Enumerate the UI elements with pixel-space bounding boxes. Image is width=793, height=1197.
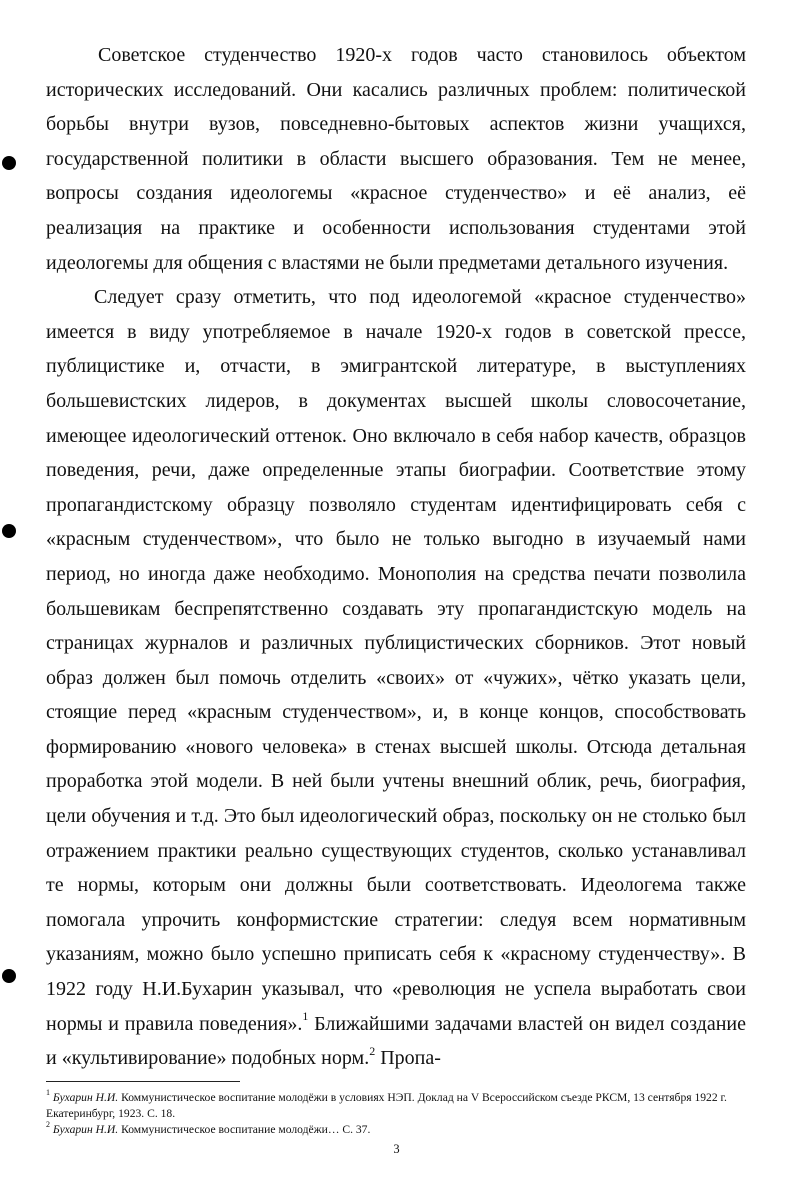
footnote-2-text: Коммунистическое воспитание молодёжи… С. 37. xyxy=(118,1123,371,1136)
footnote-1 xyxy=(46,1090,746,1122)
footnote-ref-1: 1 xyxy=(302,1008,309,1023)
footnote-1-text: Коммунистическое воспитание молодёжи в условиях НЭП. Доклад на V Всероссийском съезде РКСМ, 13 сентября 1922 г. Екатеринбург, 1923. С. 18. xyxy=(46,1091,727,1120)
paragraph-2-text-part3: Пропа- xyxy=(375,1047,441,1070)
paragraph-2-text-part1: Следует сразу отметить, что под идеологемой «красное студенчество» имеется в виду употребляемое в начале 1920-х годов в советской прессе, публицистике и, отчасти, в эмигрантской литературе, в выступлениях большевистских лидеров, в документах высшей школы словосочетание, имеющее идеологический оттенок. Оно включало в себя набор качеств, образцов поведения, речи, даже определенные этапы биографии. Соответствие этому пропагандистскому образцу позволяло студентам идентифицировать себя с «красным студенчеством», что было не только выгодно в изучаемый нами период, но иногда даже необходимо. Монополия на средства печати позволила большевикам беспрепятственно создавать эту пропагандистскую модель на страницах журналов и различных публицистических сборников. Этот новый образ должен был помочь отделить «своих» от «чужих», чётко указать цели, стоящие перед «красным студенчеством», и, в конце концов, способствовать формированию «нового человека» в стенах высшей школы. Отсюда детальная проработка этой модели. В ней были учтены внешний облик, речь, биография, цели обучения и т.д. Это был идеологический образ, поскольку он не столько был отражением практики реально существующих студентов, сколько устанавливал те нормы, которым они должны были соответствовать. Идеологема также помогала упрочить конформистские стратегии: следуя всем нормативным указаниям, можно было успешно приписать себя к «красному студенчеству». В 1922 году Н.И.Бухарин указывал, что «революция не успела выработать свои нормы и правила поведения». xyxy=(46,286,746,1035)
footnote-2-marker: 2 xyxy=(46,1120,50,1130)
paragraph-1: Советское студенчество 1920-х годов часто становилось объектом исторических исследований. Они касались различных проблем: политической борьбы внутри вузов, повседневно-бытовых аспектов жизни учащихся, государственной политики в области высшего образования. Тем не менее, вопросы создания идеологемы «красное студенчество» и её анализ, её реализация на практике и особенности использования студентами этой идеологемы для общения с властями не были предметами детального изучения. xyxy=(46,44,746,274)
footnote-ref-2: 2 xyxy=(369,1043,376,1058)
footnotes xyxy=(46,1090,746,1138)
footnote-2-author: Бухарин Н.И. xyxy=(52,1123,119,1136)
body-text xyxy=(46,38,746,1076)
binding-hole-dot-1 xyxy=(2,156,16,170)
binding-hole-dot-3 xyxy=(2,969,16,983)
footnote-2 xyxy=(46,1122,746,1138)
paragraph-2-text-part2: Ближайшими задачами властей он видел создание и «культивирование» подобных норм. xyxy=(46,1012,746,1070)
footnote-divider xyxy=(46,1081,240,1082)
paragraph-2 xyxy=(46,280,746,1076)
footnote-1-author: Бухарин Н.И. xyxy=(52,1091,119,1104)
footnote-1-marker: 1 xyxy=(46,1088,50,1098)
page-number: 3 xyxy=(393,1142,400,1156)
binding-hole-dot-2 xyxy=(2,524,16,538)
